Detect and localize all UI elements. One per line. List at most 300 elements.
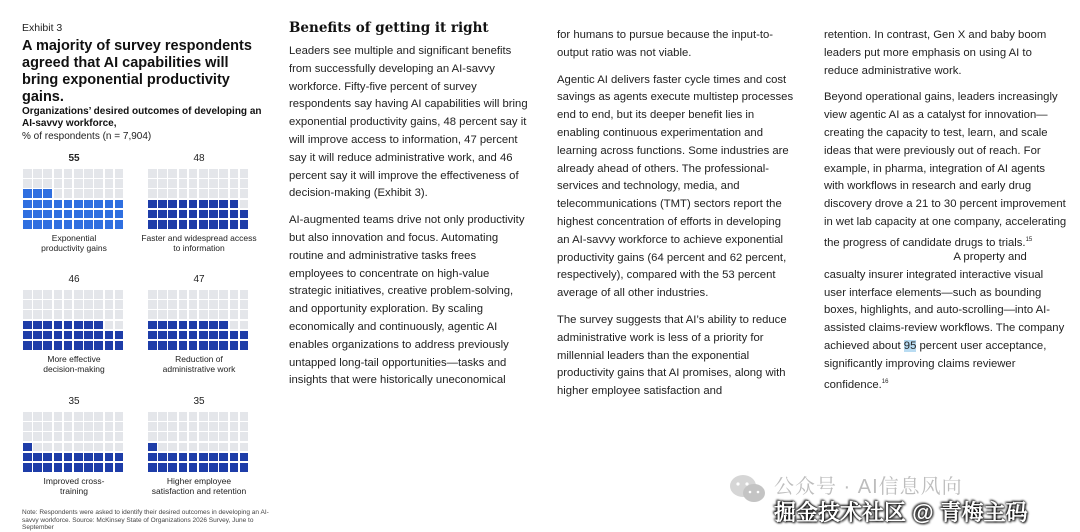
waffle-cell-empty [189,169,198,178]
waffle-cell-empty [115,189,124,198]
waffle-cell-empty [115,300,124,309]
waffle-cell-empty [84,422,93,431]
waffle-cell-empty [105,412,114,421]
waffle-cell-empty [74,310,83,319]
waffle-cell-filled [168,453,177,462]
waffle-cell-empty [74,412,83,421]
waffle-cell-empty [240,189,249,198]
waffle-cell-filled [158,321,167,330]
waffle-cell-filled [54,463,63,472]
waffle-cell-empty [179,310,188,319]
waffle-cell-empty [54,412,63,421]
waffle-cell-filled [230,453,239,462]
waffle-cell-empty [168,432,177,441]
waffle-cell-filled [219,210,228,219]
waffle-cell-filled [84,200,93,209]
waffle-cell-empty [189,189,198,198]
waffle-cell-filled [54,453,63,462]
waffle-cell-empty [148,169,157,178]
waffle-label: Higher employee satisfaction and retention [151,475,247,497]
waffle-cell-empty [23,310,32,319]
waffle-panel-crosstraining [14,396,134,497]
waffle-cell-empty [105,443,114,452]
waffle-panel-admin [139,274,259,375]
waffle-cell-empty [64,179,73,188]
waffle-cell-filled [158,210,167,219]
waffle-cell-filled [74,341,83,350]
waffle-cell-filled [23,453,32,462]
waffle-cell-filled [33,453,42,462]
waffle-cell-filled [84,453,93,462]
waffle-cell-filled [148,463,157,472]
waffle-cell-empty [158,310,167,319]
waffle-cell-empty [115,432,124,441]
waffle-cell-filled [199,341,208,350]
article-column-2 [557,27,795,410]
waffle-cell-filled [179,321,188,330]
waffle-cell-empty [43,443,52,452]
waffle-cell-filled [230,200,239,209]
waffle-cell-empty [240,412,249,421]
waffle-cell-empty [209,169,218,178]
waffle-cell-empty [105,321,114,330]
waffle-cell-filled [23,321,32,330]
waffle-cell-filled [168,331,177,340]
waffle-cell-filled [84,331,93,340]
waffle-cell-filled [209,331,218,340]
waffle-cell-empty [74,422,83,431]
waffle-cell-empty [189,432,198,441]
waffle-cell-empty [168,443,177,452]
waffle-cell-filled [148,220,157,229]
waffle-cell-empty [54,443,63,452]
waffle-cell-empty [148,189,157,198]
waffle-cell-empty [115,443,124,452]
waffle-cell-empty [23,179,32,188]
waffle-cell-empty [33,412,42,421]
waffle-cell-filled [240,453,249,462]
waffle-cell-empty [54,290,63,299]
waffle-cell-empty [240,310,249,319]
waffle-cell-empty [23,169,32,178]
waffle-cell-empty [209,443,218,452]
waffle-cell-filled [240,341,249,350]
waffle-cell-empty [168,422,177,431]
waffle-cell-empty [158,432,167,441]
waffle-cell-filled [43,321,52,330]
waffle-cell-empty [54,179,63,188]
waffle-cell-filled [115,331,124,340]
highlighted-number[interactable]: 95 [903,339,917,352]
waffle-cell-filled [23,210,32,219]
waffle-cell-empty [219,443,228,452]
waffle-cell-filled [43,200,52,209]
waffle-cell-filled [84,210,93,219]
waffle-cell-filled [148,200,157,209]
waffle-cell-empty [179,412,188,421]
waffle-cell-filled [168,341,177,350]
waffle-cell-empty [179,300,188,309]
waffle-cell-filled [54,321,63,330]
waffle-cell-filled [115,463,124,472]
waffle-cell-empty [64,310,73,319]
waffle-cell-filled [64,463,73,472]
article-column-3 [824,27,1068,249]
waffle-cell-filled [240,210,249,219]
waffle-cell-empty [94,443,103,452]
waffle-cell-filled [54,331,63,340]
waffle-cell-filled [148,331,157,340]
waffle-cell-empty [84,310,93,319]
waffle-cell-empty [33,422,42,431]
waffle-cell-filled [84,341,93,350]
waffle-cell-filled [94,341,103,350]
waffle-cell-empty [158,290,167,299]
waffle-cell-filled [23,331,32,340]
waffle-cell-empty [84,412,93,421]
waffle-cell-filled [158,331,167,340]
waffle-cell-filled [189,463,198,472]
waffle-cell-empty [189,412,198,421]
waffle-cell-empty [240,169,249,178]
waffle-cell-filled [189,210,198,219]
waffle-cell-empty [168,189,177,198]
waffle-grid [148,169,250,229]
waffle-cell-filled [219,341,228,350]
waffle-cell-empty [240,179,249,188]
waffle-value: 35 [68,396,80,407]
waffle-cell-filled [209,453,218,462]
waffle-cell-empty [94,179,103,188]
waffle-cell-filled [179,463,188,472]
waffle-cell-empty [54,189,63,198]
waffle-cell-filled [189,453,198,462]
waffle-cell-filled [23,463,32,472]
waffle-cell-filled [74,331,83,340]
waffle-cell-filled [230,341,239,350]
waffle-cell-filled [199,200,208,209]
waffle-label: Faster and widespread access to information [141,232,257,254]
waffle-cell-filled [74,200,83,209]
waffle-cell-empty [84,432,93,441]
waffle-cell-empty [199,189,208,198]
waffle-cell-empty [230,169,239,178]
waffle-cell-filled [64,321,73,330]
waffle-cell-empty [209,422,218,431]
waffle-cell-empty [33,432,42,441]
waffle-cell-empty [64,422,73,431]
waffle-cell-empty [43,432,52,441]
waffle-cell-empty [148,290,157,299]
watermark-line-1: 公众号 · AI信息风向 [774,476,963,498]
waffle-cell-filled [105,210,114,219]
waffle-cell-filled [74,453,83,462]
waffle-cell-filled [43,331,52,340]
waffle-cell-filled [158,200,167,209]
waffle-cell-filled [54,220,63,229]
waffle-cell-filled [84,463,93,472]
paragraph-text: A property and casualty insurer integrated interactive visual user interface elements—such as bounding boxes, highlights, and auto-scrolling—into AI-assisted claims-review workflows. The company achieved about [824,251,1065,352]
waffle-cell-filled [230,331,239,340]
waffle-cell-filled [74,210,83,219]
waffle-cell-empty [33,179,42,188]
waffle-cell-filled [43,453,52,462]
waffle-cell-filled [105,341,114,350]
watermark-line-2: 掘金技术社区 @ 青梅主码 [774,500,1028,525]
waffle-cell-empty [105,432,114,441]
waffle-cell-filled [43,189,52,198]
waffle-cell-filled [179,453,188,462]
waffle-cell-empty [168,412,177,421]
waffle-cell-empty [23,300,32,309]
waffle-cell-empty [148,422,157,431]
waffle-cell-empty [158,443,167,452]
waffle-cell-filled [43,210,52,219]
paragraph: Leaders see multiple and significant benefits from successfully developing an AI-savvy workforce. Fifty-five percent of survey respondents say having AI capabilities will bring exponential productivity gains, 48 percent say it will improve access to information, 47 percent say it will reduce administrative work, and 46 percent say it will improve the effectiveness of decision-making (Exhibit 3). [289,45,528,200]
waffle-cell-filled [179,200,188,209]
waffle-cell-filled [189,331,198,340]
waffle-cell-filled [33,210,42,219]
waffle-cell-filled [54,210,63,219]
waffle-cell-empty [84,189,93,198]
waffle-cell-empty [43,169,52,178]
waffle-cell-empty [209,412,218,421]
waffle-cell-filled [168,220,177,229]
waffle-value: 48 [193,153,205,164]
waffle-cell-filled [33,189,42,198]
waffle-cell-empty [189,443,198,452]
waffle-cell-empty [105,179,114,188]
waffle-cell-empty [94,432,103,441]
waffle-cell-filled [240,220,249,229]
waffle-cell-empty [168,179,177,188]
waffle-cell-empty [168,169,177,178]
waffle-grid [23,169,125,229]
paragraph: Agentic AI delivers faster cycle times and cost savings as agents execute multistep processes end to end, but its deeper benefit lies in enabling continuous experimentation and learning across functions. Some industries are already ahead of others. The professional-services and technology, media, and telecommunications (TMT) sectors report the highest concentration of efforts in developing an AI-savvy workforce to achieve exponential productivity gains (64 percent and 62 percent, respectively), compared with the 53 percent average of all other industries. [557,73,794,300]
waffle-cell-empty [94,300,103,309]
waffle-cell-empty [74,432,83,441]
waffle-panel-productivity [14,153,134,254]
waffle-cell-filled [219,220,228,229]
waffle-cell-filled [179,341,188,350]
waffle-cell-empty [199,443,208,452]
waffle-cell-filled [199,210,208,219]
waffle-cell-empty [64,189,73,198]
footnote-marker[interactable]: 15 [1025,236,1033,243]
waffle-cell-empty [179,432,188,441]
paragraph: AI-augmented teams drive not only productivity but also innovation and focus. Automating routine and administrative tasks frees employees to concentrate on high-value strategic initiatives, creative problem-solving, and opportunity exploration. By scaling economically and continuously, agentic AI enables organizations to address previously untapped long-tail opportunities—tasks and insights that were historically uneconomical [289,214,525,387]
waffle-cell-empty [33,300,42,309]
waffle-cell-empty [64,290,73,299]
exhibit-note: Note: Respondents were asked to identify their desired outcomes in developing an AI-savvy workforce. Source: McKinsey State of Organizations 2026 Survey, June to September [22,509,269,531]
waffle-cell-filled [94,453,103,462]
waffle-label: Exponential productivity gains [41,232,107,254]
waffle-grid [148,290,250,350]
waffle-cell-empty [115,310,124,319]
waffle-cell-filled [64,331,73,340]
chart-unit: % of respondents (n = 7,904) [22,131,152,142]
waffle-cell-filled [105,453,114,462]
waffle-value: 46 [68,274,80,285]
footnote-marker[interactable]: 16 [881,378,889,385]
waffle-cell-filled [54,341,63,350]
waffle-cell-filled [64,200,73,209]
paragraph-text: percent user acceptance, significantly improving claims reviewer confidence. [824,339,1047,391]
waffle-cell-filled [33,321,42,330]
waffle-cell-empty [43,179,52,188]
waffle-label: More effective decision-making [43,353,105,375]
waffle-cell-empty [84,169,93,178]
waffle-cell-empty [209,189,218,198]
waffle-cell-filled [94,463,103,472]
waffle-cell-empty [158,300,167,309]
waffle-value: 35 [193,396,205,407]
waffle-cell-empty [199,169,208,178]
waffle-cell-filled [189,200,198,209]
waffle-cell-filled [23,189,32,198]
waffle-cell-filled [23,443,32,452]
waffle-cell-empty [105,310,114,319]
waffle-cell-empty [230,290,239,299]
waffle-cell-empty [189,310,198,319]
waffle-grid [23,290,125,350]
waffle-cell-filled [43,341,52,350]
waffle-cell-empty [240,432,249,441]
waffle-cell-filled [148,210,157,219]
waffle-cell-empty [230,310,239,319]
waffle-cell-empty [74,443,83,452]
waffle-cell-filled [115,220,124,229]
waffle-cell-empty [219,179,228,188]
waffle-cell-empty [199,310,208,319]
waffle-cell-empty [64,432,73,441]
waffle-cell-filled [148,453,157,462]
waffle-cell-empty [105,189,114,198]
waffle-cell-filled [84,220,93,229]
waffle-cell-filled [209,463,218,472]
waffle-cell-filled [179,220,188,229]
waffle-cell-filled [209,220,218,229]
waffle-cell-empty [219,290,228,299]
waffle-cell-empty [209,310,218,319]
waffle-cell-empty [33,310,42,319]
waffle-cell-empty [115,290,124,299]
waffle-cell-filled [115,210,124,219]
waffle-cell-empty [230,422,239,431]
waffle-cell-filled [240,463,249,472]
waffle-cell-filled [199,453,208,462]
waffle-cell-empty [240,200,249,209]
waffle-cell-empty [94,290,103,299]
waffle-cell-filled [168,321,177,330]
waffle-cell-filled [230,210,239,219]
waffle-cell-empty [64,412,73,421]
waffle-cell-empty [84,300,93,309]
waffle-cell-empty [94,169,103,178]
waffle-cell-filled [23,341,32,350]
waffle-cell-empty [240,443,249,452]
waffle-cell-filled [33,463,42,472]
waffle-cell-empty [230,300,239,309]
waffle-cell-empty [240,422,249,431]
waffle-cell-empty [179,169,188,178]
waffle-cell-empty [199,422,208,431]
paragraph: retention. In contrast, Gen X and baby boom leaders put more emphasis on using AI to reduce administrative work. [824,29,1047,77]
waffle-cell-filled [94,321,103,330]
waffle-cell-empty [84,443,93,452]
waffle-cell-empty [94,412,103,421]
waffle-cell-empty [115,169,124,178]
waffle-cell-empty [189,300,198,309]
waffle-cell-empty [105,422,114,431]
chart-subtitle: Organizations’ desired outcomes of developing an AI-savvy workforce, [22,106,262,129]
waffle-cell-empty [240,300,249,309]
waffle-cell-empty [230,443,239,452]
waffle-cell-empty [199,412,208,421]
waffle-cell-empty [54,432,63,441]
waffle-cell-filled [199,331,208,340]
waffle-label: Reduction of administrative work [162,353,236,375]
waffle-cell-filled [209,341,218,350]
waffle-cell-empty [74,169,83,178]
waffle-cell-empty [94,310,103,319]
waffle-cell-filled [158,463,167,472]
waffle-cell-empty [115,412,124,421]
waffle-cell-filled [179,210,188,219]
waffle-cell-empty [43,290,52,299]
waffle-label: Improved cross-training [43,475,105,497]
paragraph [824,249,1068,394]
waffle-cell-empty [43,422,52,431]
waffle-cell-empty [105,290,114,299]
waffle-cell-empty [168,290,177,299]
waffle-cell-empty [74,189,83,198]
paragraph-text: Beyond operational gains, leaders increasingly view agentic AI as a catalyst for innovation—creating the capacity to test, learn, and scale ideas that were previously out of reach. For example, in pharma, integration of AI agents with workflows in research and early drug discovery drove a 21 to 30 percent improvement in wet lab capacity at one company, accelerating the progress of candidate drugs to trials. [824,91,1067,249]
waffle-cell-empty [148,300,157,309]
article-column-3-continued [824,249,1068,403]
waffle-cell-empty [179,179,188,188]
waffle-cell-empty [230,189,239,198]
waffle-cell-empty [199,300,208,309]
waffle-cell-empty [33,290,42,299]
waffle-cell-filled [105,463,114,472]
section-heading: Benefits of getting it right [289,20,489,36]
waffle-cell-empty [43,310,52,319]
waffle-cell-filled [64,220,73,229]
waffle-cell-filled [84,321,93,330]
waffle-value: 55 [68,153,80,164]
waffle-cell-filled [199,321,208,330]
waffle-cell-filled [158,453,167,462]
waffle-cell-filled [105,220,114,229]
waffle-cell-filled [168,200,177,209]
waffle-cell-empty [115,422,124,431]
waffle-cell-filled [94,210,103,219]
waffle-cell-empty [115,321,124,330]
waffle-cell-empty [209,300,218,309]
waffle-cell-filled [94,200,103,209]
waffle-cell-empty [23,290,32,299]
waffle-cell-empty [94,189,103,198]
waffle-cell-filled [219,463,228,472]
waffle-cell-empty [158,422,167,431]
waffle-cell-empty [158,179,167,188]
waffle-cell-empty [105,300,114,309]
waffle-cell-empty [219,310,228,319]
waffle-cell-filled [230,220,239,229]
waffle-cell-empty [148,432,157,441]
waffle-cell-filled [43,220,52,229]
